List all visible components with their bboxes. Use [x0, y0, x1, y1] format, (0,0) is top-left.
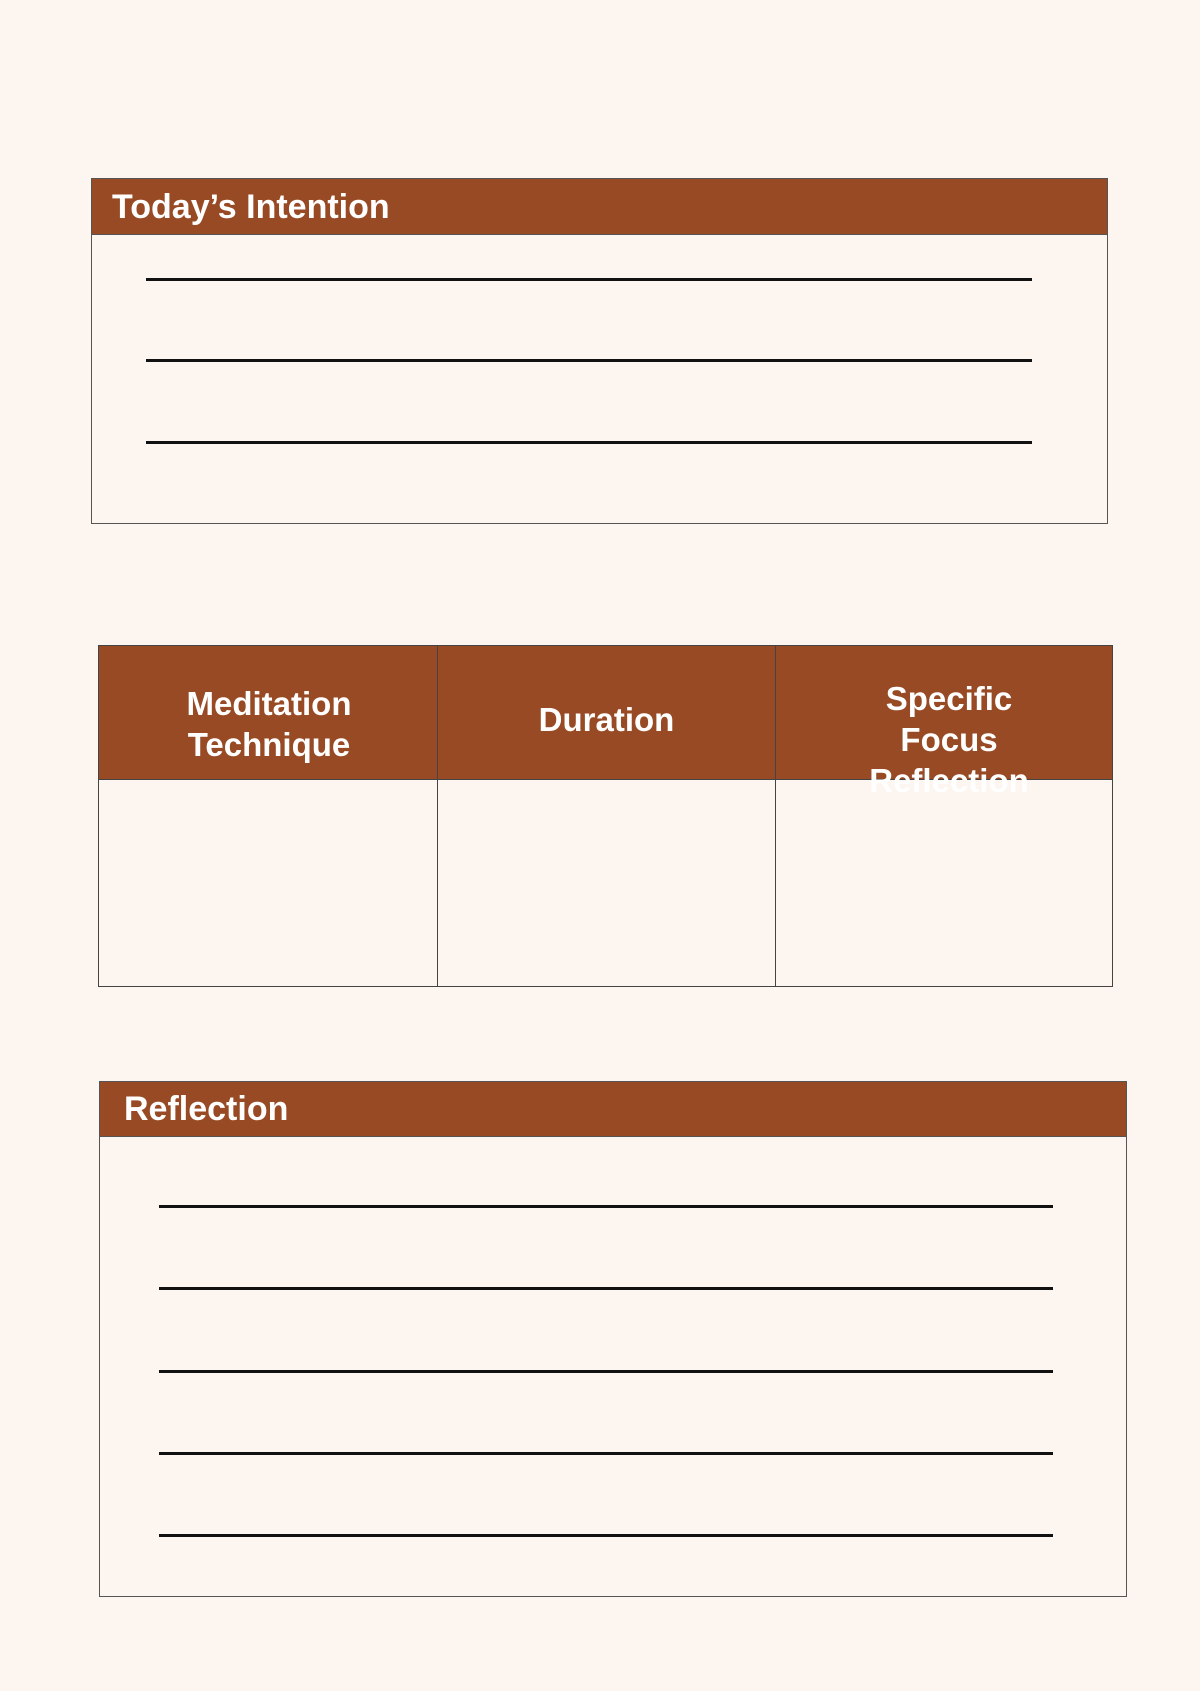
- header-meditation-technique: Meditation Technique: [186, 685, 352, 763]
- reflection-line-4[interactable]: [159, 1452, 1053, 1455]
- cell-technique[interactable]: [99, 780, 437, 986]
- header-duration: Duration: [538, 701, 675, 738]
- reflection-section: [99, 1081, 1127, 1597]
- cell-duration[interactable]: [438, 780, 775, 986]
- intention-title: Today’s Intention: [92, 179, 1107, 235]
- intention-line-2[interactable]: [146, 359, 1032, 362]
- reflection-title: Reflection: [100, 1082, 1126, 1137]
- intention-section: [91, 178, 1108, 524]
- header-specific-focus-reflection: Specific Focus Reflection: [869, 680, 1029, 799]
- intention-line-1[interactable]: [146, 278, 1032, 281]
- reflection-line-2[interactable]: [159, 1287, 1053, 1290]
- reflection-line-1[interactable]: [159, 1205, 1053, 1208]
- reflection-line-3[interactable]: [159, 1370, 1053, 1373]
- reflection-line-5[interactable]: [159, 1534, 1053, 1537]
- cell-focus[interactable]: [776, 780, 1112, 986]
- intention-line-3[interactable]: [146, 441, 1032, 444]
- meditation-table: [98, 645, 1113, 987]
